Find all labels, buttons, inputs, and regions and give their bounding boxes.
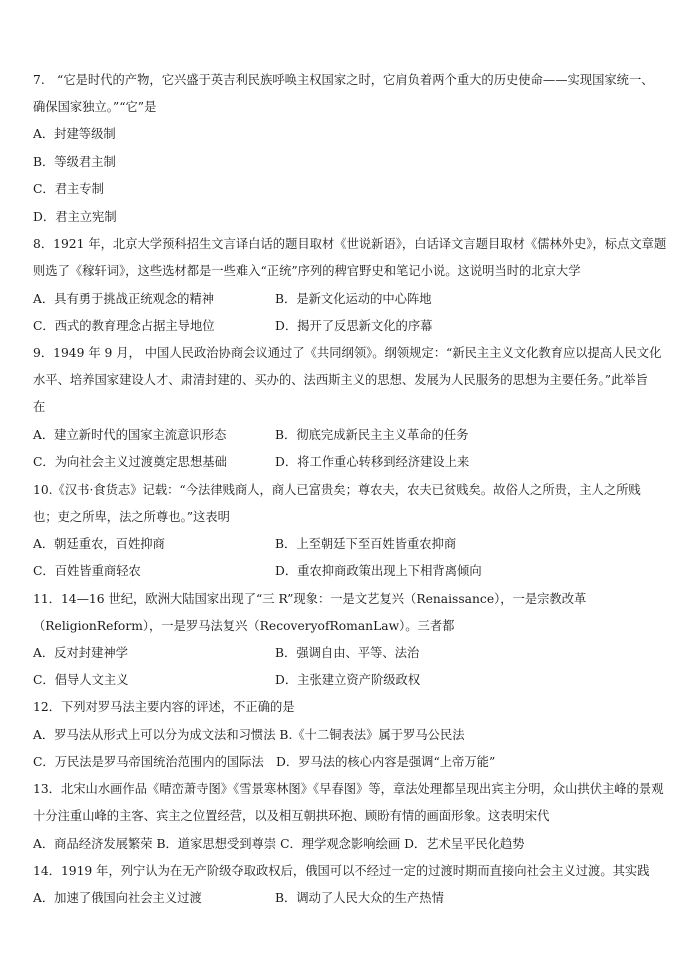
question-8-option-d: D．揭开了反思新文化的序幕 bbox=[275, 319, 433, 333]
question-11-stem-line-2: （ReligionReform），一是罗马法复兴（RecoveryofRomanLaw）。三者都 bbox=[33, 619, 455, 633]
question-7-option-c: C．君主专制 bbox=[33, 182, 104, 196]
question-14-stem: 14．1919 年，列宁认为在无产阶级夺取政权后，俄国可以不经过一定的过渡时期而直接向社会主义过渡。其实践 bbox=[33, 864, 650, 878]
question-8-stem-line-1: 8．1921 年，北京大学预科招生文言译白话的题目取材《世说新语》，白话译文言题目取材《儒林外史》，标点文章题 bbox=[33, 237, 667, 251]
question-11-option-a: A．反对封建神学 bbox=[33, 646, 128, 660]
question-10-option-c: C．百姓皆重商轻农 bbox=[33, 564, 141, 578]
question-13-stem-line-2: 十分注重山峰的主客、宾主之位置经营，以及相互朝拱环抱、顾盼有情的画面形象。这表明宋代 bbox=[33, 809, 550, 823]
question-10-option-b: B．上至朝廷下至百姓皆重农抑商 bbox=[275, 537, 457, 551]
question-7-stem-line-2: 确保国家独立。”“它”是 bbox=[33, 100, 157, 114]
question-9-stem-line-3: 在 bbox=[33, 400, 46, 414]
question-11-option-d: D．主张建立资产阶级政权 bbox=[275, 673, 421, 687]
question-14-option-a: A．加速了俄国向社会主义过渡 bbox=[33, 891, 202, 905]
question-7-stem-line-1: 7. “它是时代的产物，它兴盛于英吉利民族呼唤主权国家之时，它肩负着两个重大的历史使命——实现国家统一、 bbox=[33, 73, 654, 87]
question-12-options-cd: C．万民法是罗马帝国统治范围内的国际法 D．罗马法的核心内容是强调“上帝万能” bbox=[33, 755, 496, 769]
question-12-stem: 12．下列对罗马法主要内容的评述，不正确的是 bbox=[33, 700, 295, 714]
question-9-stem-line-1: 9．1949 年 9 月， 中国人民政治协商会议通过了《共同纲领》。纲领规定：“新民主主义文化教育应以提高人民文化 bbox=[33, 346, 662, 360]
question-7-option-a: A．封建等级制 bbox=[33, 127, 116, 141]
question-9-stem-line-2: 水平、培养国家建设人才、肃清封建的、买办的、法西斯主义的思想、发展为人民服务的思想为主要任务。”此举旨 bbox=[33, 373, 648, 387]
question-14-option-b: B．调动了人民大众的生产热情 bbox=[275, 891, 444, 905]
question-9-option-c: C．为向社会主义过渡奠定思想基础 bbox=[33, 455, 227, 469]
question-11-option-b: B．强调自由、平等、法治 bbox=[275, 646, 420, 660]
question-8-stem-line-2: 则选了《稼轩词》，这些选材都是一些难入“正统”序列的稗官野史和笔记小说。这说明当时的北京大学 bbox=[33, 264, 581, 278]
question-13-stem-line-1: 13．北宋山水画作品《晴峦萧寺图》《雪景寒林图》《早春图》等，章法处理都呈现出宾主分明，众山拱伏主峰的景观 bbox=[33, 782, 664, 796]
question-13-options: A．商品经济发展繁荣 B．道家思想受到尊崇 C．理学观念影响绘画 D．艺术呈平民化趋势 bbox=[33, 837, 525, 851]
question-10-stem-line-2: 也；吏之所卑，法之所尊也。”这表明 bbox=[33, 510, 230, 524]
question-11-option-c: C．倡导人文主义 bbox=[33, 673, 129, 687]
question-8-option-c: C．西式的教育理念占据主导地位 bbox=[33, 319, 215, 333]
question-9-option-d: D．将工作重心转移到经济建设上来 bbox=[275, 455, 470, 469]
question-10-option-a: A．朝廷重农，百姓抑商 bbox=[33, 537, 165, 551]
question-12-options-ab: A．罗马法从形式上可以分为成文法和习惯法 B.《十二铜表法》属于罗马公民法 bbox=[33, 728, 465, 742]
question-10-stem-line-1: 10.《汉书·食货志》记载：“今法律贱商人，商人已富贵矣；尊农夫，农夫已贫贱矣。故俗人之所贵，主人之所贱 bbox=[33, 483, 641, 497]
question-10-option-d: D．重农抑商政策出现上下相背离倾向 bbox=[275, 564, 482, 578]
question-8-option-a: A．具有勇于挑战正统观念的精神 bbox=[33, 292, 215, 306]
question-9-option-b: B．彻底完成新民主主义革命的任务 bbox=[275, 428, 469, 442]
question-7-option-b: B．等级君主制 bbox=[33, 155, 116, 169]
question-11-stem-line-1: 11．14—16 世纪，欧洲大陆国家出现了“三 R”现象：一是文艺复兴（Renaissance），一是宗教改革 bbox=[33, 592, 587, 606]
question-8-option-b: B．是新文化运动的中心阵地 bbox=[275, 292, 432, 306]
question-9-option-a: A．建立新时代的国家主流意识形态 bbox=[33, 428, 227, 442]
question-7-option-d: D．君主立宪制 bbox=[33, 210, 117, 224]
